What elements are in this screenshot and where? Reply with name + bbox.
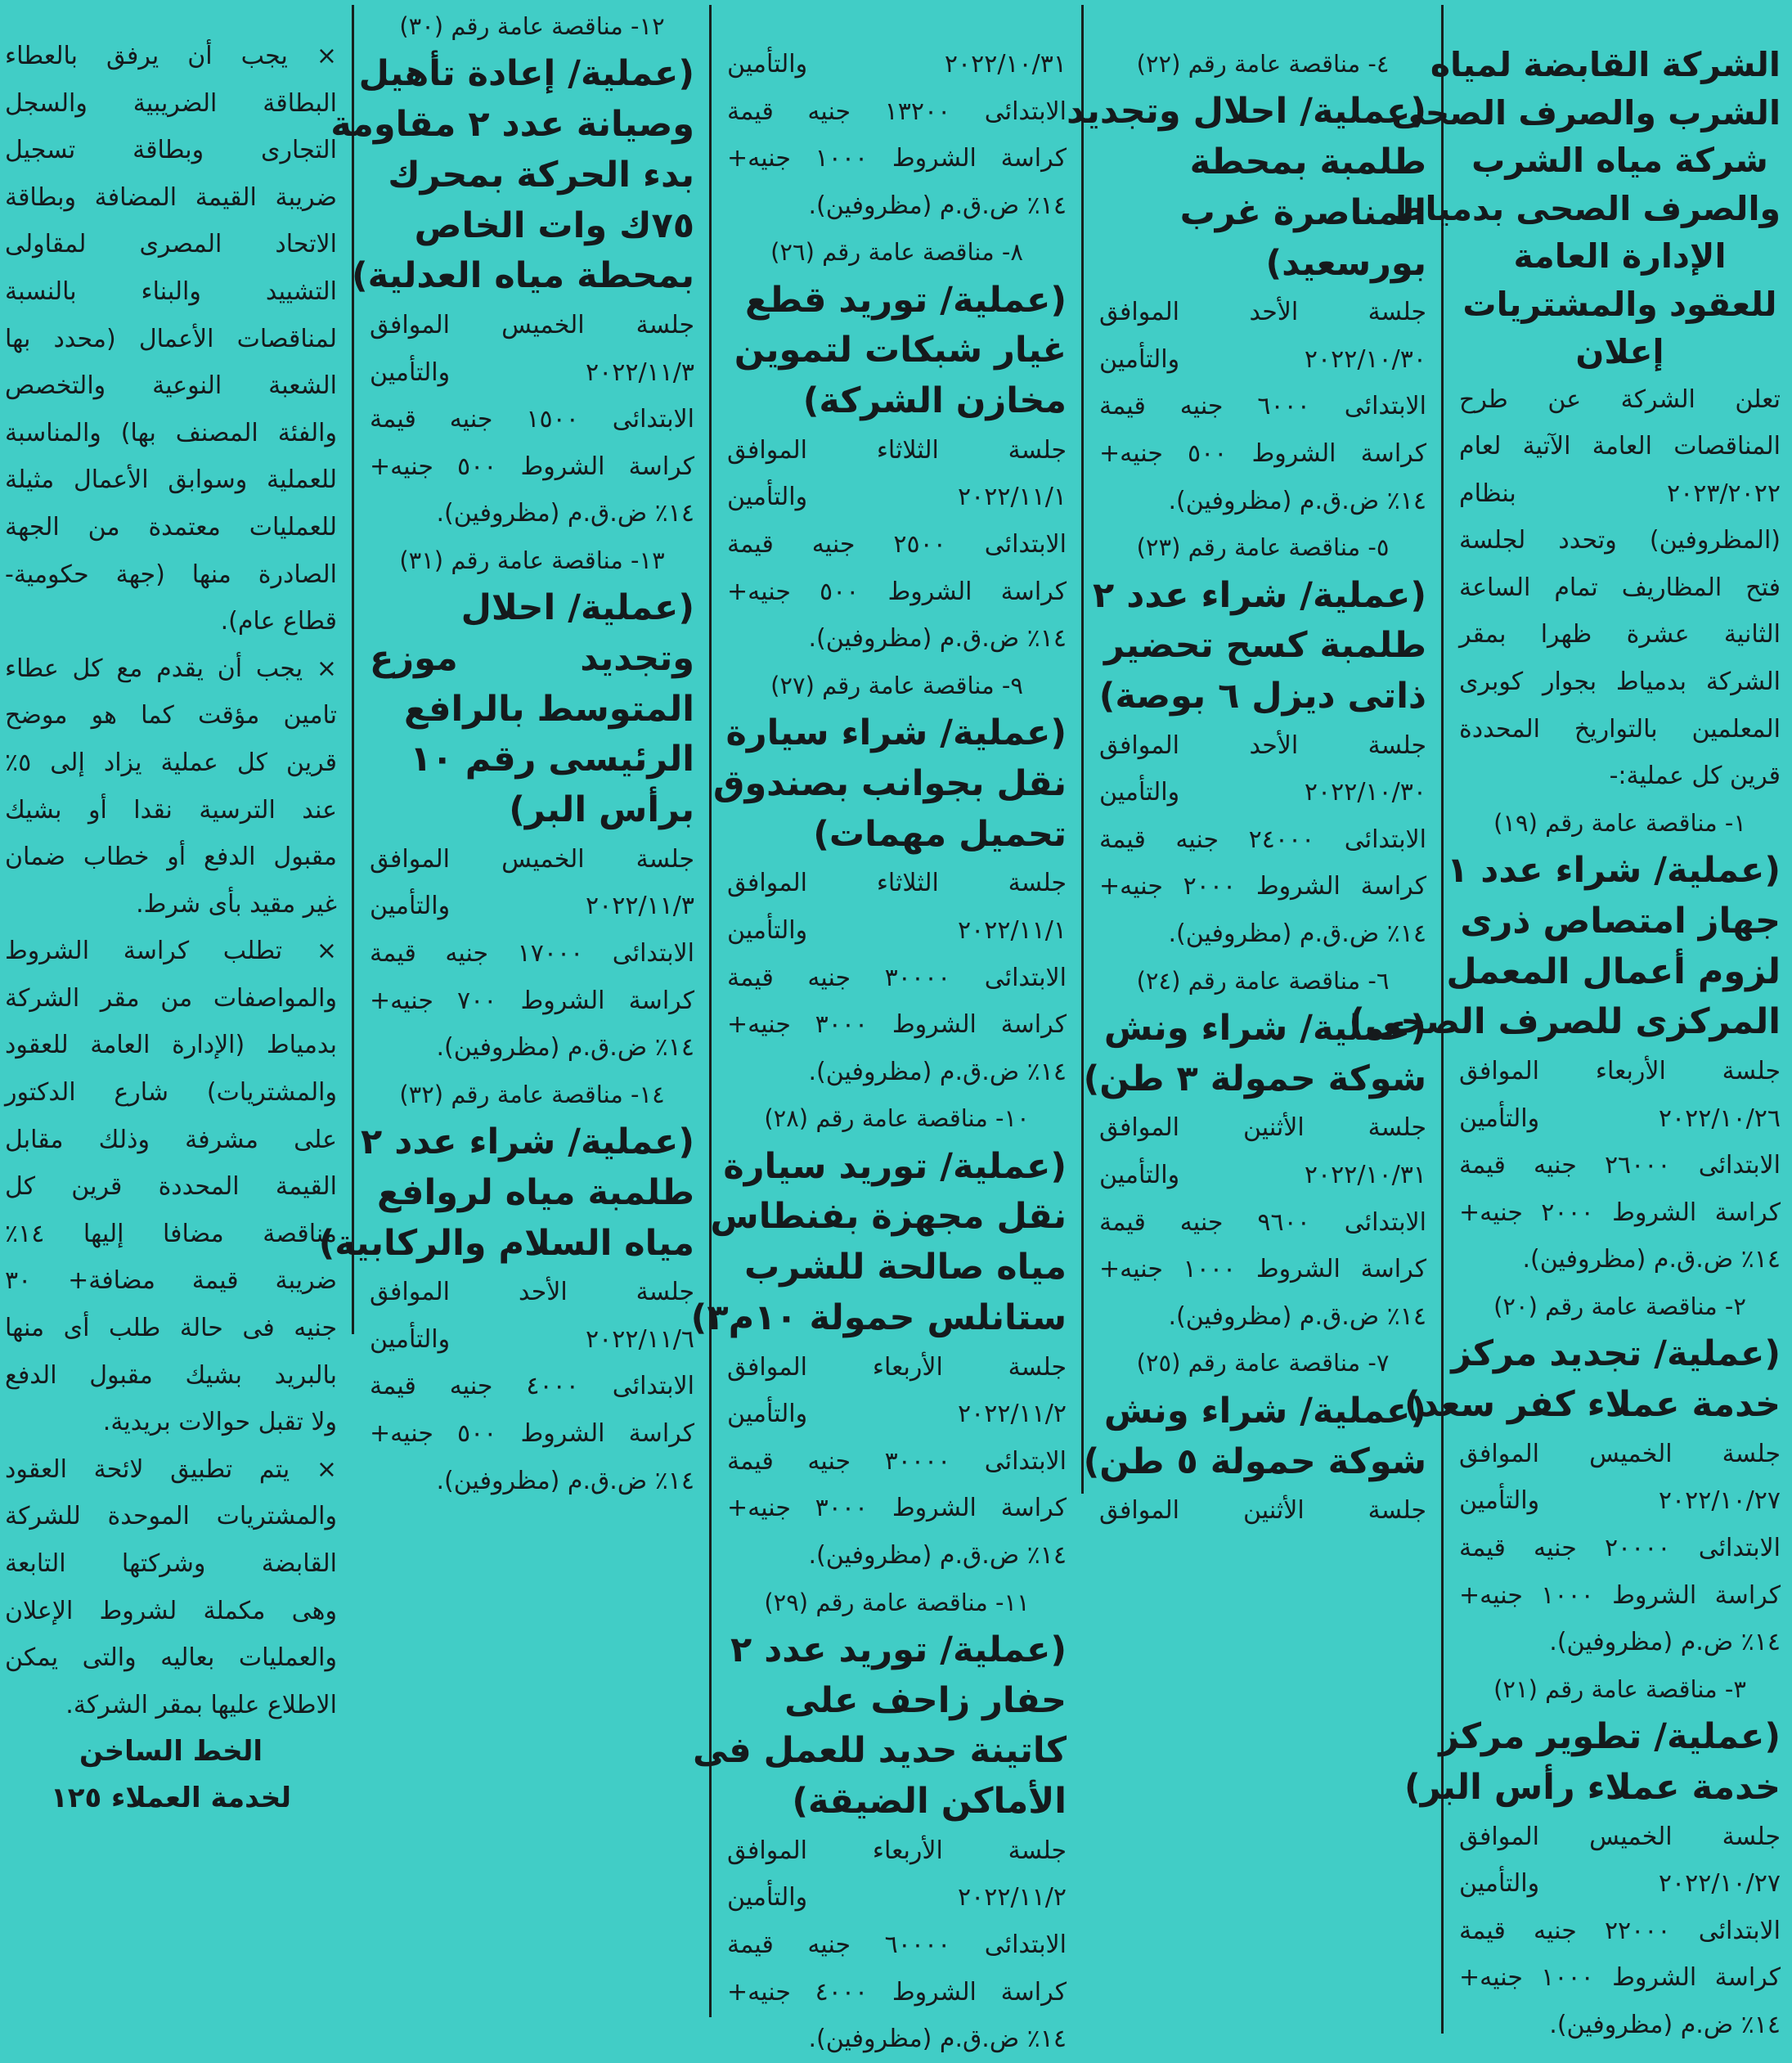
tender-heading: ٤- مناقصة عامة رقم (٢٢) bbox=[1136, 50, 1390, 78]
condition-line: × تطلب كراسة الشروط bbox=[5, 937, 337, 966]
tender-title: برأس البر) bbox=[509, 789, 694, 831]
tax-line: ١٤٪ ض.ق.م (مظروفين). bbox=[436, 1033, 694, 1063]
session-line: جلسة الخميس الموافق bbox=[1459, 1439, 1781, 1468]
tender-title: كاتينة حديد للعمل فى bbox=[692, 1730, 1067, 1772]
tender-heading: ٨- مناقصة عامة رقم (٢٦) bbox=[770, 238, 1023, 267]
condition-line: قرين كل عملية يزاد إلى ٥٪ bbox=[5, 748, 337, 777]
intro-line: (المظروفين) وتحدد لجلسة bbox=[1459, 526, 1781, 555]
tender-title: (عملية/ شراء ونش bbox=[1103, 1390, 1426, 1432]
tax-line: ١٤٪ ض.ق.م (مظروفين). bbox=[436, 1466, 694, 1495]
session-line: جلسة الخميس الموافق bbox=[1459, 1822, 1781, 1851]
tender-title: الرئيسى رقم ١٠ bbox=[410, 739, 694, 780]
tax-line: ١٤٪ ض.ق.م (مظروفين). bbox=[436, 499, 694, 528]
intro-line: ٢٠٢٣/٢٠٢٢ بنظام bbox=[1459, 479, 1781, 508]
tender-title: ذاتى ديزل ٦ بوصة) bbox=[1098, 676, 1426, 717]
tender-item bbox=[692, 1580, 1067, 2063]
session-line: جلسة الأحد الموافق bbox=[1099, 730, 1426, 760]
tender-title: (عملية/ شراء عدد ٢ bbox=[1093, 574, 1426, 616]
tender-title: جهاز امتصاص ذرى bbox=[1460, 900, 1781, 942]
tender-title: غيار شبكات لتموين bbox=[734, 330, 1067, 371]
condition-line: البطاقة الضريبية والسجل bbox=[5, 88, 337, 118]
tender-heading: ١٤- مناقصة عامة رقم (٣٢) bbox=[399, 1080, 665, 1108]
tax-line: ١٤٪ ض.ق.م (مظروفين). bbox=[808, 1057, 1067, 1086]
tax-line: ١٤٪ ض.ق.م (مظروفين). bbox=[1522, 1245, 1781, 1274]
tender-title: مياه صالحة للشرب bbox=[744, 1247, 1067, 1288]
hotline-title: الخط الساخن bbox=[79, 1735, 263, 1769]
column-2 bbox=[1066, 0, 1438, 2051]
condition-line: × يتم تطبيق لائحة العقود bbox=[5, 1454, 337, 1484]
column-5 bbox=[0, 0, 348, 2051]
condition-line: غير مقيد بأى شرط. bbox=[136, 889, 337, 919]
tender-title: شوكة حمولة ٣ طن) bbox=[1083, 1058, 1426, 1099]
intro-line: المعلمين بالتواريخ المحددة bbox=[1459, 714, 1781, 744]
session-line: جلسة الثلاثاء الموافق bbox=[727, 435, 1067, 465]
tender-title: بدء الحركة بمحرك bbox=[388, 154, 694, 196]
booklet-line: كراسة الشروط ١٠٠٠ جنيه+ bbox=[1099, 1255, 1426, 1284]
condition-line: والمشتريات) شارع الدكتور bbox=[5, 1078, 337, 1108]
condition-line: ضريبة قيمة مضافة+ ٣٠ bbox=[5, 1266, 337, 1296]
column-divider bbox=[1081, 5, 1084, 1494]
column-3 bbox=[690, 0, 1078, 2054]
tender-heading: ٥- مناقصة عامة رقم (٢٣) bbox=[1136, 533, 1390, 562]
intro-line: فتح المظاريف تمام الساعة bbox=[1459, 573, 1781, 602]
booklet-line: كراسة الشروط ١٠٠٠ جنيه+ bbox=[727, 144, 1067, 173]
tax-line: ١٤٪ ض.ق.م (مظروفين). bbox=[1168, 919, 1426, 949]
insurance-line: الابتدائى ٩٦٠٠ جنيه قيمة bbox=[1099, 1207, 1426, 1237]
tax-line: ١٤٪ ض.ق.م (مظروفين). bbox=[1168, 486, 1426, 515]
tender-heading: ٦- مناقصة عامة رقم (٢٤) bbox=[1136, 966, 1390, 995]
date-line: ٢٠٢٢/١١/١ والتأمين bbox=[727, 915, 1067, 945]
insurance-line: الابتدائى ٢٥٠٠ جنيه قيمة bbox=[727, 530, 1067, 560]
condition-line: ضريبة القيمة المضافة وبطاقة bbox=[5, 182, 337, 212]
session-line: جلسة الأربعاء الموافق bbox=[727, 1836, 1067, 1865]
intro-line: الثانية عشرة ظهرا بمقر bbox=[1459, 620, 1781, 649]
condition-line: التجارى وبطاقة تسجيل bbox=[5, 136, 337, 165]
session-line: جلسة الثلاثاء الموافق bbox=[727, 869, 1067, 898]
tender-title: (عملية/ شراء ونش bbox=[1103, 1008, 1426, 1049]
tender-title: (عملية/ إعادة تأهيل bbox=[358, 53, 694, 95]
tender-title: (عملية/ تجديد مركز bbox=[1451, 1333, 1781, 1375]
tender-title: المناصرة غرب bbox=[1179, 191, 1426, 233]
condition-line: مناقصة مضافا إليها ١٤٪ bbox=[5, 1219, 337, 1248]
booklet-line: كراسة الشروط ٢٠٠٠ جنيه+ bbox=[1099, 872, 1426, 901]
tender-title: (عملية/ احلال وتجديد bbox=[1066, 91, 1426, 133]
condition-line: الصادرة منها (جهة حكومية- bbox=[5, 560, 337, 589]
condition-line: القيمة المحددة قرين كل bbox=[5, 1172, 337, 1202]
tender-item bbox=[727, 229, 1067, 662]
tender-item bbox=[1404, 1666, 1781, 2049]
condition-line: بدمياط (الإدارة العامة للعقود bbox=[5, 1031, 337, 1060]
tender-title: وتجديد موزع bbox=[370, 638, 694, 679]
tax-line: ١٤٪ ض.ق.م (مظروفين). bbox=[808, 191, 1067, 220]
insurance-line: الابتدائى ٢٦٠٠٠ جنيه قيمة bbox=[1459, 1151, 1781, 1180]
tender-title: (عملية/ شراء سيارة bbox=[725, 712, 1067, 754]
intro-line: تعلن الشركة عن طرح bbox=[1459, 384, 1781, 414]
tender-item bbox=[330, 3, 694, 537]
tender-title: طلمبة بمحطة bbox=[1189, 142, 1426, 183]
condition-line: بالبريد بشيك مقبول الدفع bbox=[5, 1360, 337, 1390]
condition-line: التشييد والبناء بالنسبة bbox=[5, 276, 337, 306]
tender-title: المركزى للصرف الصحى) bbox=[1349, 1001, 1781, 1043]
tender-item bbox=[370, 537, 694, 1072]
tax-line: ١٤٪ ض.ق.م (مظروفين). bbox=[808, 2025, 1067, 2054]
intro-line: الشركة بدمياط بجوار كوبرى bbox=[1459, 667, 1781, 697]
tender-item bbox=[1404, 1283, 1781, 1666]
tender-title: لزوم أعمال المعمل bbox=[1446, 951, 1781, 992]
tender-item-continued bbox=[727, 41, 1067, 229]
company-header-line: الإدارة العامة bbox=[1513, 236, 1727, 276]
tender-heading: ٩- مناقصة عامة رقم (٢٧) bbox=[770, 671, 1023, 699]
tender-title: تحميل مهمات) bbox=[813, 813, 1067, 855]
tender-title: وصيانة عدد ٢ مقاومة bbox=[330, 104, 694, 146]
tender-heading: ٧- مناقصة عامة رقم (٢٥) bbox=[1136, 1349, 1390, 1378]
tender-title: (عملية/ احلال bbox=[460, 587, 694, 629]
insurance-line: الابتدائى ١٧٠٠٠ جنيه قيمة bbox=[370, 939, 694, 968]
date-line: ٢٠٢٢/١٠/٢٧ والتأمين bbox=[1459, 1869, 1781, 1899]
booklet-line: كراسة الشروط ١٠٠٠ جنيه+ bbox=[1459, 1580, 1781, 1610]
condition-line: × يجب أن يرفق بالعطاء bbox=[5, 42, 337, 70]
tender-item bbox=[1083, 1340, 1426, 1534]
condition-line: قطاع عام). bbox=[220, 607, 337, 636]
tender-title: طلمبة كسح تحضير bbox=[1103, 625, 1426, 667]
tender-item bbox=[1083, 958, 1426, 1341]
condition-line: تامين مؤقت كما هو موضح bbox=[5, 701, 337, 730]
date-line: ٢٠٢٢/١١/٢ والتأمين bbox=[727, 1883, 1067, 1912]
tender-title: ٧٥ك وات الخاص bbox=[414, 205, 694, 246]
tender-title: (عملية/ شراء عدد ١ bbox=[1447, 850, 1781, 892]
hotline-number: لخدمة العملاء ١٢٥ bbox=[50, 1782, 292, 1815]
condition-line: والفئة المصنف بها) والمناسبة bbox=[5, 418, 337, 447]
date-line: ٢٠٢٢/١٠/٣٠ والتأمين bbox=[1099, 778, 1426, 807]
date-line: ٢٠٢٢/١٠/٣١ والتأمين bbox=[1099, 1161, 1426, 1190]
insurance-line: الابتدائى ٣٠٠٠٠ جنيه قيمة bbox=[727, 963, 1067, 992]
insurance-line: الابتدائى ٢٢٠٠٠ جنيه قيمة bbox=[1459, 1916, 1781, 1945]
session-line: جلسة الأثنين الموافق bbox=[1099, 1496, 1426, 1526]
booklet-line: كراسة الشروط ٢٠٠٠ جنيه+ bbox=[1459, 1198, 1781, 1227]
tender-title: (عملية/ توريد قطع bbox=[745, 279, 1067, 321]
session-line: جلسة الأربعاء الموافق bbox=[1459, 1057, 1781, 1086]
column-divider bbox=[352, 5, 354, 1334]
booklet-line: كراسة الشروط ٣٠٠٠ جنيه+ bbox=[727, 1494, 1067, 1523]
tax-line: ١٤٪ ض.م (مظروفين). bbox=[1549, 2011, 1781, 2039]
insurance-line: الابتدائى ٦٠٠٠ جنيه قيمة bbox=[1099, 392, 1426, 421]
insurance-line: الابتدائى ٤٠٠٠ جنيه قيمة bbox=[370, 1372, 694, 1401]
condition-line: ولا تقبل حوالات بريدية. bbox=[102, 1408, 337, 1437]
tax-line: ١٤٪ ض.ق.م (مظروفين). bbox=[808, 1540, 1067, 1570]
tender-item bbox=[713, 663, 1067, 1095]
booklet-line: كراسة الشروط ٥٠٠ جنيه+ bbox=[1099, 439, 1426, 468]
tender-item bbox=[1349, 800, 1781, 1283]
condition-line: الشعبة النوعية والتخصص bbox=[5, 371, 337, 401]
tender-title: خدمة عملاء كفر سعد) bbox=[1404, 1384, 1781, 1426]
condition-line: لمناقصات الأعمال (محدد بها bbox=[5, 324, 337, 353]
date-line: ٢٠٢٢/١٠/٣٠ والتأمين bbox=[1099, 344, 1426, 374]
tender-title: (عملية/ توريد سيارة bbox=[723, 1145, 1067, 1187]
company-header-line: والصرف الصحى بدمياط bbox=[1390, 188, 1781, 228]
tender-title: بورسعيد) bbox=[1265, 242, 1426, 284]
session-line: جلسة الأثنين الموافق bbox=[1099, 1113, 1426, 1143]
tender-item bbox=[318, 1072, 694, 1504]
announcement-word: إعلان bbox=[1575, 332, 1664, 371]
date-line: ٢٠٢٢/١٠/٣١ والتأمين bbox=[727, 50, 1067, 79]
insurance-line: الابتدائى ٢٠٠٠٠ جنيه قيمة bbox=[1459, 1534, 1781, 1563]
tender-heading: ٣- مناقصة عامة رقم (٢١) bbox=[1493, 1674, 1746, 1703]
condition-line: للعمليات معتمدة من الجهة bbox=[5, 512, 337, 542]
tender-title: بمحطة مياه العدلية) bbox=[352, 255, 694, 297]
insurance-line: الابتدائى ١٣٢٠٠ جنيه قيمة bbox=[727, 97, 1067, 126]
tax-line: ١٤٪ ض.م (مظروفين). bbox=[1549, 1628, 1781, 1657]
tax-line: ١٤٪ ض.ق.م (مظروفين). bbox=[1168, 1301, 1426, 1331]
tender-title: مياه السلام والركابية) bbox=[318, 1222, 694, 1264]
column-divider bbox=[709, 5, 712, 2017]
session-line: جلسة الأحد الموافق bbox=[1099, 298, 1426, 327]
booklet-line: كراسة الشروط ٧٠٠ جنيه+ bbox=[370, 986, 694, 1015]
tender-title: خدمة عملاء رأس البر) bbox=[1404, 1766, 1781, 1808]
booklet-line: كراسة الشروط ٥٠٠ جنيه+ bbox=[370, 1419, 694, 1449]
condition-line: × يجب أن يقدم مع كل عطاء bbox=[5, 654, 337, 683]
date-line: ٢٠٢٢/١١/٣ والتأمين bbox=[370, 357, 694, 387]
tender-item bbox=[1066, 41, 1426, 524]
date-line: ٢٠٢٢/١١/١ والتأمين bbox=[727, 483, 1067, 512]
tender-title: (عملية/ توريد عدد ٢ bbox=[730, 1629, 1067, 1670]
session-line: جلسة الخميس الموافق bbox=[370, 310, 694, 339]
booklet-line: كراسة الشروط ٥٠٠ جنيه+ bbox=[727, 577, 1067, 606]
tender-heading: ١٠- مناقصة عامة رقم (٢٨) bbox=[764, 1104, 1030, 1133]
booklet-line: كراسة الشروط ٣٠٠٠ جنيه+ bbox=[727, 1010, 1067, 1040]
date-line: ٢٠٢٢/١٠/٢٦ والتأمين bbox=[1459, 1103, 1781, 1133]
insurance-line: الابتدائى ١٥٠٠ جنيه قيمة bbox=[370, 405, 694, 434]
tender-heading: ١- مناقصة عامة رقم (١٩) bbox=[1493, 808, 1746, 837]
condition-line: على مشرفة وذلك مقابل bbox=[5, 1125, 337, 1154]
tender-title: حفار زاحف على bbox=[784, 1679, 1067, 1721]
tender-heading: ١٢- مناقصة عامة رقم (٣٠) bbox=[399, 12, 665, 40]
condition-line: والمشتريات الموحدة للشركة bbox=[5, 1502, 337, 1531]
insurance-line: الابتدائى ٣٠٠٠٠ جنيه قيمة bbox=[727, 1446, 1067, 1476]
tender-title: طلمبة مياه لروافع bbox=[376, 1171, 694, 1213]
insurance-line: الابتدائى ٢٤٠٠٠ جنيه قيمة bbox=[1099, 825, 1426, 854]
tender-title: ستانلس حمولة ١٠م٣) bbox=[690, 1297, 1067, 1338]
tender-title: مخازن الشركة) bbox=[802, 380, 1067, 422]
tender-heading: ٢- مناقصة عامة رقم (٢٠) bbox=[1493, 1292, 1746, 1321]
tender-title: نقل بجوانب بصندوق bbox=[713, 762, 1067, 804]
intro-line: قرين كل عملية:- bbox=[1609, 762, 1781, 791]
tender-item bbox=[690, 1095, 1067, 1579]
tender-title: (عملية/ شراء عدد ٢ bbox=[361, 1121, 694, 1163]
condition-line: جنيه فى حالة طلب أى منها bbox=[5, 1314, 337, 1343]
session-line: جلسة الخميس الموافق bbox=[370, 844, 694, 874]
company-header-line: شركة مياه الشرب bbox=[1471, 141, 1768, 180]
tender-title: الأماكن الضيقة) bbox=[792, 1781, 1067, 1823]
booklet-line: كراسة الشروط ٥٠٠ جنيه+ bbox=[370, 452, 694, 481]
tender-title: نقل مجهزة بفنطاس bbox=[710, 1196, 1067, 1238]
condition-line: الاطلاع عليها بمقر الشركة. bbox=[65, 1690, 337, 1719]
condition-line: للعملية وسوابق الأعمال مثيلة bbox=[5, 465, 337, 495]
date-line: ٢٠٢٢/١١/٣ والتأمين bbox=[370, 892, 694, 921]
tender-heading: ١١- مناقصة عامة رقم (٢٩) bbox=[764, 1588, 1030, 1616]
date-line: ٢٠٢٢/١١/٢ والتأمين bbox=[727, 1400, 1067, 1429]
session-line: جلسة الأحد الموافق bbox=[370, 1278, 694, 1307]
insurance-line: الابتدائى ٦٠٠٠٠ جنيه قيمة bbox=[727, 1930, 1067, 1959]
tender-title: المتوسط بالرافع bbox=[404, 688, 694, 730]
condition-line: عند الترسية نقدا أو بشيك bbox=[5, 795, 337, 825]
company-header-line: للعقود والمشتريات bbox=[1462, 284, 1777, 324]
booklet-line: كراسة الشروط ١٠٠٠ جنيه+ bbox=[1459, 1963, 1781, 1993]
tender-title: (عملية/ تطوير مركز bbox=[1439, 1716, 1781, 1758]
date-line: ٢٠٢٢/١٠/٢٧ والتأمين bbox=[1459, 1486, 1781, 1516]
condition-line: والمواصفات من مقر الشركة bbox=[5, 983, 337, 1013]
tender-item bbox=[1093, 524, 1426, 957]
condition-line: الاتحاد المصرى لمقاولى bbox=[5, 230, 337, 259]
intro-line: المناقصات العامة الآتية لعام bbox=[1459, 432, 1781, 461]
condition-line: والعمليات بعاليه والتى يمكن bbox=[5, 1643, 337, 1673]
booklet-line: كراسة الشروط ٤٠٠٠ جنيه+ bbox=[727, 1977, 1067, 2007]
column-1 bbox=[1349, 0, 1792, 2051]
condition-line: مقبول الدفع أو خطاب ضمان bbox=[5, 843, 337, 872]
date-line: ٢٠٢٢/١١/٦ والتأمين bbox=[370, 1324, 694, 1354]
session-line: جلسة الأربعاء الموافق bbox=[727, 1352, 1067, 1382]
company-header-line: الشرب والصرف الصحى bbox=[1391, 92, 1781, 133]
company-header-line: الشركة القابضة لمياه bbox=[1430, 45, 1781, 84]
tender-heading: ١٣- مناقصة عامة رقم (٣١) bbox=[399, 546, 665, 574]
column-4 bbox=[318, 0, 706, 2051]
tax-line: ١٤٪ ض.ق.م (مظروفين). bbox=[808, 624, 1067, 654]
condition-line: القابضة وشركتها التابعة bbox=[5, 1549, 337, 1578]
condition-line: وهى مكملة لشروط الإعلان bbox=[5, 1596, 337, 1625]
tender-title: شوكة حمولة ٥ طن) bbox=[1083, 1441, 1426, 1482]
